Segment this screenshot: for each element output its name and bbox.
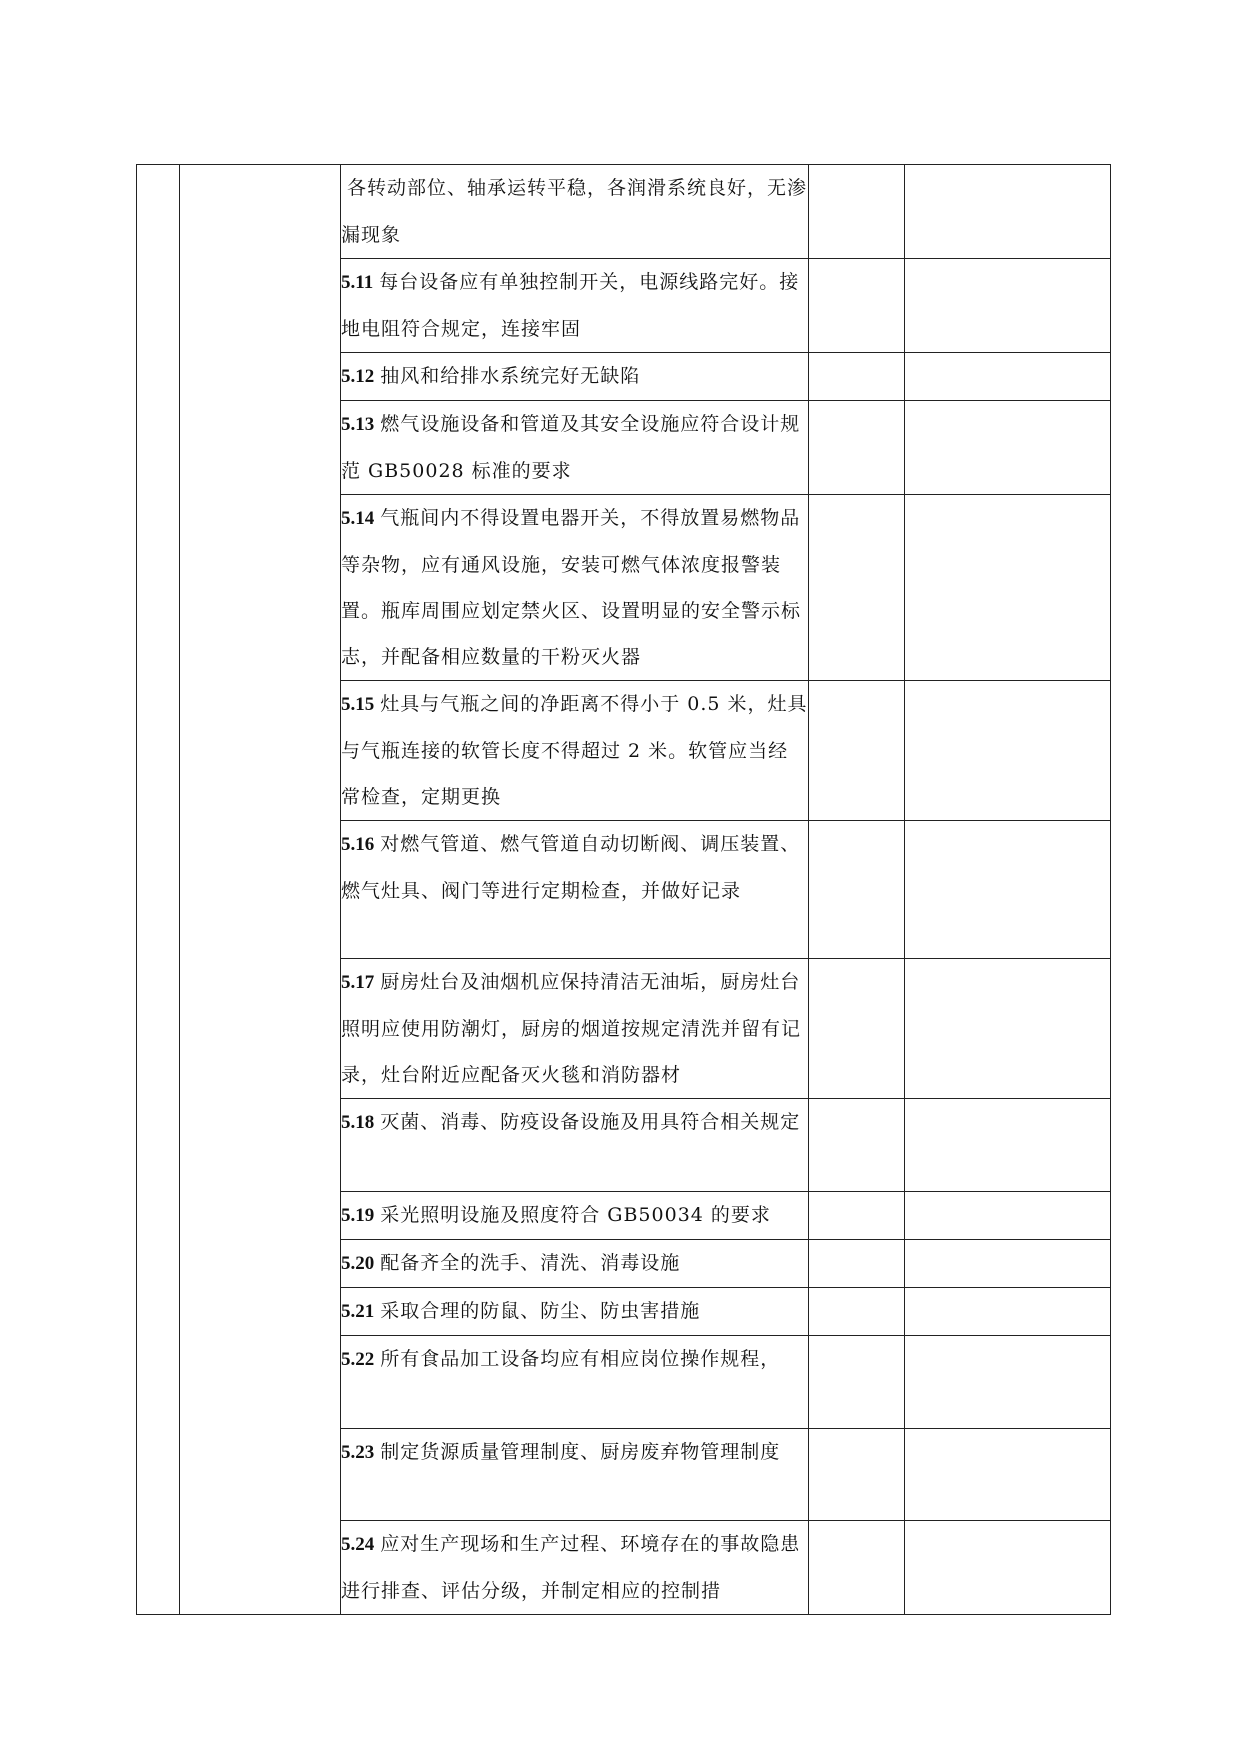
requirement-text: 所有食品加工设备均应有相应岗位操作规程， [380, 1348, 781, 1370]
remarks-cell [905, 401, 1111, 495]
requirement-text: 各转动部位、轴承运转平稳，各润滑系统良好，无渗漏现象 [341, 177, 808, 246]
checklist-body [137, 165, 1111, 1615]
requirement-cell [341, 821, 809, 959]
requirement-text: 每台设备应有单独控制开关，电源线路完好。接地电阻符合规定，连接牢固 [341, 271, 800, 340]
remarks-cell [905, 1429, 1111, 1521]
remarks-cell [905, 353, 1111, 401]
result-cell [809, 821, 905, 959]
requirement-text: 抽风和给排水系统完好无缺陷 [380, 365, 641, 387]
result-cell [809, 353, 905, 401]
requirement-cell [341, 1521, 809, 1615]
remarks-cell [905, 1099, 1111, 1192]
result-cell [809, 1429, 905, 1521]
clause-number: 5.24 [341, 1534, 375, 1555]
result-cell [809, 1288, 905, 1336]
requirement-text: 厨房灶台及油烟机应保持清洁无油垢，厨房灶台照明应使用防潮灯，厨房的烟道按规定清洗并留有记录，灶台附近应配备灭火毯和消防器材 [341, 971, 802, 1086]
inspection-checklist-table [136, 164, 1111, 1615]
requirement-text: 配备齐全的洗手、清洗、消毒设施 [380, 1252, 681, 1274]
clause-number: 5.12 [341, 366, 375, 387]
result-cell [809, 1521, 905, 1615]
result-cell [809, 165, 905, 259]
remarks-cell [905, 821, 1111, 959]
clause-number: 5.21 [341, 1301, 375, 1322]
requirement-cell [341, 1429, 809, 1521]
result-cell [809, 259, 905, 353]
remarks-cell [905, 1336, 1111, 1429]
requirement-cell [341, 1336, 809, 1429]
remarks-cell [905, 959, 1111, 1099]
result-cell [809, 1240, 905, 1288]
clause-number: 5.23 [341, 1442, 375, 1463]
requirement-cell [341, 165, 809, 259]
requirement-cell [341, 959, 809, 1099]
clause-number: 5.17 [341, 972, 375, 993]
requirement-cell [341, 1192, 809, 1240]
remarks-cell [905, 1192, 1111, 1240]
clause-number: 5.20 [341, 1253, 375, 1274]
requirement-cell [341, 353, 809, 401]
requirement-text: 灭菌、消毒、防疫设备设施及用具符合相关规定 [380, 1111, 801, 1133]
result-cell [809, 1336, 905, 1429]
result-cell [809, 1192, 905, 1240]
requirement-cell [341, 495, 809, 681]
item-number-cell [137, 165, 180, 1615]
requirement-text: 燃气设施设备和管道及其安全设施应符合设计规范 GB50028 标准的要求 [341, 413, 801, 482]
remarks-cell [905, 1521, 1111, 1615]
result-cell [809, 681, 905, 821]
requirement-text: 采光照明设施及照度符合 GB50034 的要求 [380, 1204, 771, 1226]
clause-number: 5.11 [341, 272, 374, 293]
result-cell [809, 959, 905, 1099]
remarks-cell [905, 259, 1111, 353]
clause-number: 5.19 [341, 1205, 375, 1226]
result-cell [809, 1099, 905, 1192]
requirement-cell [341, 1099, 809, 1192]
table-row [137, 165, 1111, 259]
requirement-cell [341, 1240, 809, 1288]
clause-number: 5.22 [341, 1349, 375, 1370]
clause-number: 5.18 [341, 1112, 375, 1133]
requirement-text: 应对生产现场和生产过程、环境存在的事故隐患进行排查、评估分级，并制定相应的控制措 [341, 1533, 801, 1602]
requirement-cell [341, 401, 809, 495]
remarks-cell [905, 1240, 1111, 1288]
requirement-text: 气瓶间内不得设置电器开关，不得放置易燃物品等杂物，应有通风设施，安装可燃气体浓度报警装置。瓶库周围应划定禁火区、设置明显的安全警示标志，并配备相应数量的干粉灭火器 [341, 507, 802, 668]
clause-number: 5.15 [341, 694, 375, 715]
remarks-cell [905, 495, 1111, 681]
category-cell [180, 165, 341, 1615]
requirement-text: 制定货源质量管理制度、厨房废弃物管理制度 [380, 1441, 781, 1463]
clause-number: 5.13 [341, 414, 375, 435]
requirement-text: 采取合理的防鼠、防尘、防虫害措施 [380, 1300, 701, 1322]
clause-number: 5.16 [341, 834, 375, 855]
requirement-cell [341, 681, 809, 821]
result-cell [809, 495, 905, 681]
requirement-cell [341, 1288, 809, 1336]
remarks-cell [905, 681, 1111, 821]
result-cell [809, 401, 905, 495]
requirement-cell [341, 259, 809, 353]
requirement-text: 灶具与气瓶之间的净距离不得小于 0.5 米，灶具与气瓶连接的软管长度不得超过 2 米。软管应当经常检查，定期更换 [341, 693, 808, 808]
remarks-cell [905, 1288, 1111, 1336]
remarks-cell [905, 165, 1111, 259]
clause-number: 5.14 [341, 508, 375, 529]
requirement-text: 对燃气管道、燃气管道自动切断阀、调压装置、燃气灶具、阀门等进行定期检查，并做好记录 [341, 833, 801, 902]
